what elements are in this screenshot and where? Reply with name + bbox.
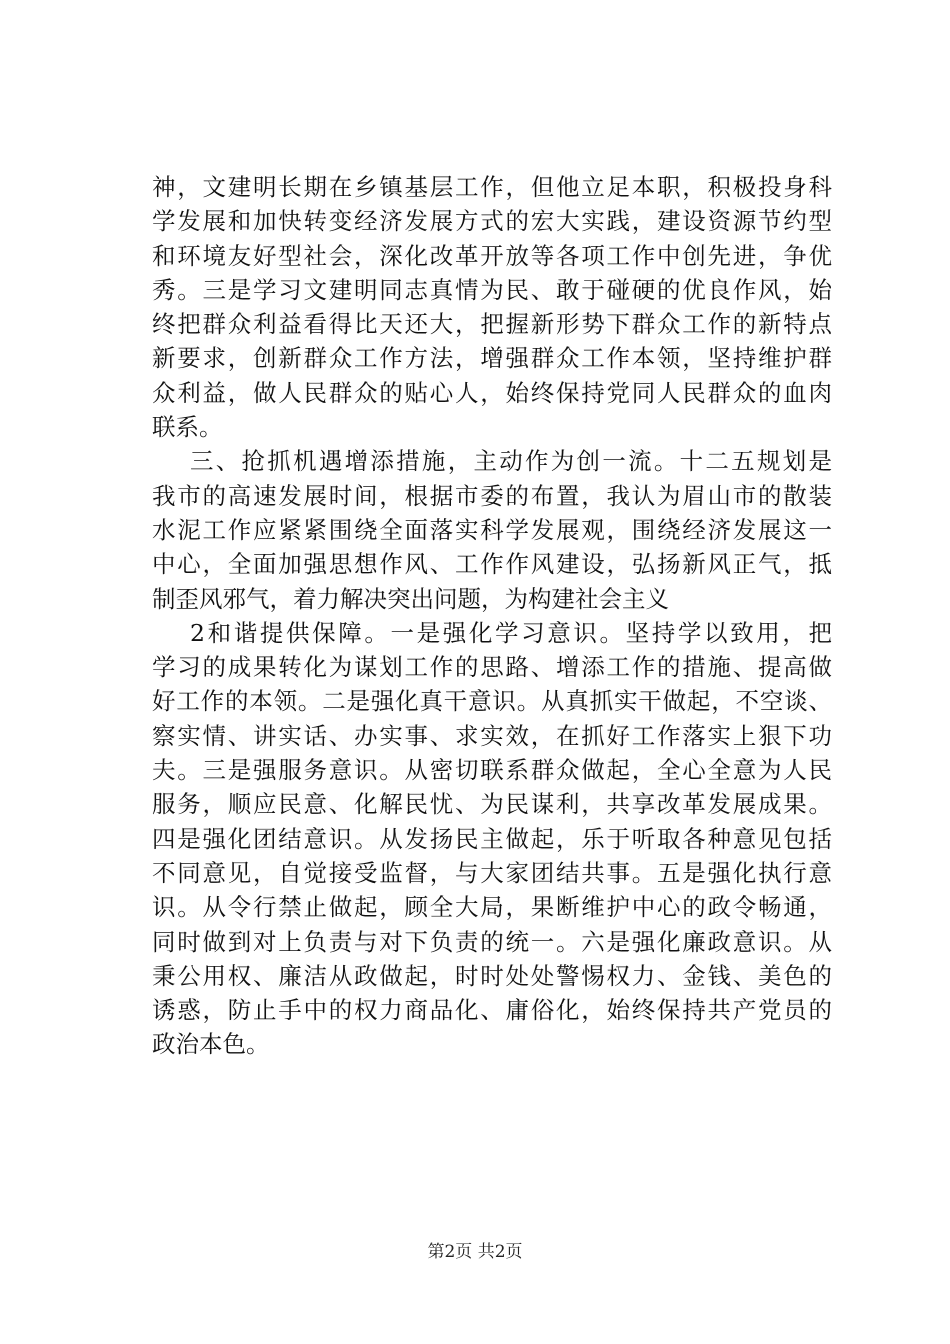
document-body (152, 170, 832, 1062)
text-line: 神，文建明长期在乡镇基层工作，但他立足本职，积极投身科 (152, 173, 832, 201)
text-line: 学习的成果转化为谋划工作的思路、增添工作的措施、提高做 (152, 653, 832, 682)
text-line: 秉公用权、廉洁从政做起，时时处处警惕权力、金钱、美色的 (152, 961, 832, 990)
text-line: 联系。 (152, 413, 223, 442)
text-line: 服务，顺应民意、化解民忧、为民谋利，共享改革发展成果。 (152, 790, 832, 819)
text-line: 水泥工作应紧紧围绕全面落实科学发展观，围绕经济发展这一 (152, 515, 832, 544)
text-line: 四是强化团结意识。从发扬民主做起，乐于听取各种意见包括 (152, 824, 832, 853)
text-line: 不同意见，自觉接受监督，与大家团结共事。五是强化执行意 (152, 858, 832, 887)
text-line: 制歪风邪气，着力解决突出问题，为构建社会主义 (152, 584, 669, 613)
text-line: 2和谐提供保障。一是强化学习意识。坚持学以致用，把 (190, 618, 832, 647)
text-line: 中心，全面加强思想作风、工作作风建设，弘扬新风正气，抵 (152, 550, 832, 579)
text-line: 察实情、讲实话、办实事、求实效，在抓好工作落实上狠下功 (152, 721, 832, 750)
text-line: 政治本色。 (152, 1030, 270, 1059)
text-line: 众利益，做人民群众的贴心人，始终保持党同人民群众的血肉 (152, 378, 832, 407)
text-line: 秀。三是学习文建明同志真情为民、敢于碰硬的优良作风，始 (152, 275, 832, 304)
text-line: 学发展和加快转变经济发展方式的宏大实践，建设资源节约型 (152, 207, 832, 236)
text-line: 新要求，创新群众工作方法，增强群众工作本领，坚持维护群 (152, 344, 832, 373)
text-line: 同时做到对上负责与对下负责的统一。六是强化廉政意识。从 (152, 927, 832, 956)
text-line: 好工作的本领。二是强化真干意识。从真抓实干做起，不空谈、 (152, 687, 832, 716)
text-line: 终把群众利益看得比天还大，把握新形势下群众工作的新特点 (152, 310, 832, 339)
text-line: 三、抢抓机遇增添措施，主动作为创一流。十二五规划是 (190, 447, 832, 476)
text-line: 我市的高速发展时间，根据市委的布置，我认为眉山市的散装 (152, 481, 832, 510)
text-line: 识。从令行禁止做起，顾全大局，果断维护中心的政令畅通， (152, 893, 832, 922)
text-line: 诱惑，防止手中的权力商品化、庸俗化，始终保持共产党员的 (152, 996, 832, 1025)
text-line: 和环境友好型社会，深化改革开放等各项工作中创先进，争优 (152, 241, 832, 270)
text-line: 夫。三是强服务意识。从密切联系群众做起，全心全意为人民 (152, 756, 832, 785)
page-footer: 第2页 共2页 (427, 1242, 523, 1262)
